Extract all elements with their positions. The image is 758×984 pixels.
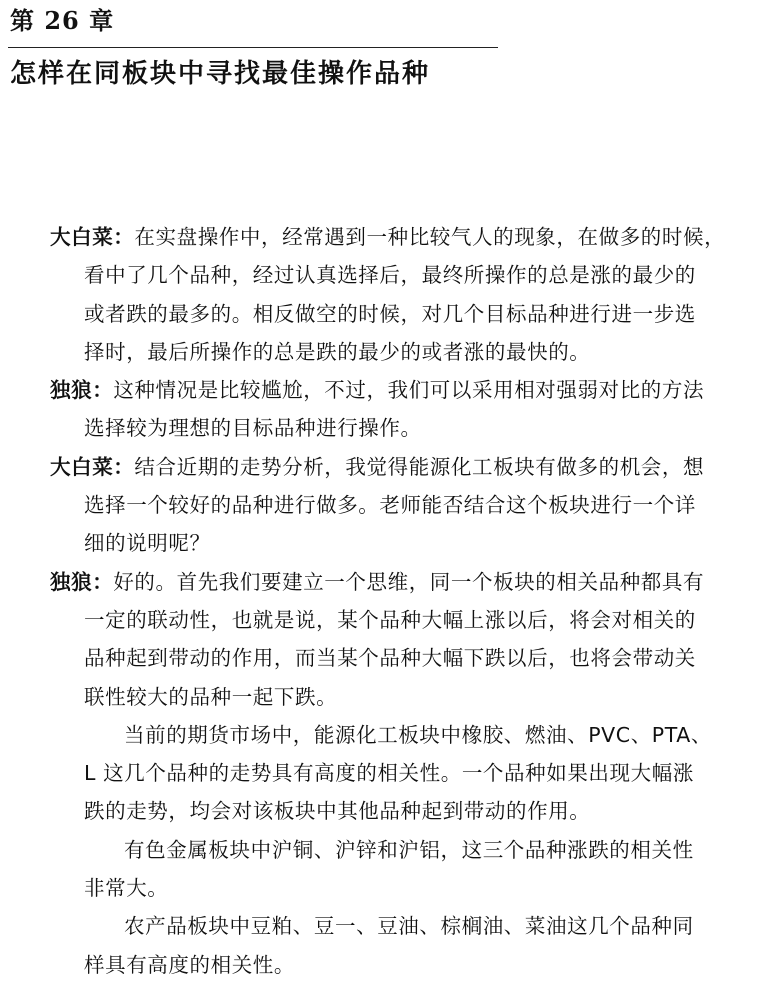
paragraph-line: L 这几个品种的走势具有高度的相关性。一个品种如果出现大幅涨 xyxy=(84,761,694,786)
paragraph-line: 有色金属板块中沪铜、沪锌和沪铝，这三个品种涨跌的相关性 xyxy=(124,837,694,862)
dialogue-line: 看中了几个品种，经过认真选择后，最终所操作的总是涨的最少的 xyxy=(84,263,696,288)
dialogue-text: 结合近期的走势分析，我觉得能源化工板块有做多的机会，想 xyxy=(134,454,705,479)
dialogue-text: 这种情况是比较尴尬，不过，我们可以采用相对强弱对比的方法 xyxy=(113,378,705,403)
paragraph-line: 当前的期货市场中，能源化工板块中橡胶、燃油、PVC、PTA、 xyxy=(124,722,713,747)
dialogue-line: 选择一个较好的品种进行做多。老师能否结合这个板块进行一个详 xyxy=(84,493,696,518)
dialogue-line: 选择较为理想的目标品种进行操作。 xyxy=(84,416,422,441)
speaker-label: 独狼： xyxy=(50,378,114,403)
paragraph-line: 样具有高度的相关性。 xyxy=(84,952,295,977)
speaker-label: 大白菜： xyxy=(50,454,135,479)
chapter-number: 第 26 章 xyxy=(10,6,115,35)
dialogue-line: 一定的联动性，也就是说，某个品种大幅上涨以后，将会对相关的 xyxy=(84,607,696,632)
body-text xyxy=(40,218,748,984)
speaker-label: 大白菜： xyxy=(50,225,135,249)
dialogue-text: 好的。首先我们要建立一个思维，同一个板块的相关品种都具有 xyxy=(113,569,705,594)
dialogue-text: 在实盘操作中，经常遇到一种比较气人的现象，在做多的时候， xyxy=(134,225,726,249)
paragraph-line: 非常大。 xyxy=(84,876,169,901)
dialogue-line xyxy=(40,371,748,409)
dialogue-line: 联性较大的品种一起下跌。 xyxy=(84,684,338,709)
dialogue-line: 品种起到带动的作用，而当某个品种大幅下跌以后，也将会带动关 xyxy=(84,646,696,671)
speaker-label: 独狼： xyxy=(50,569,114,594)
dialogue-line: 择时，最后所操作的总是跌的最少的或者涨的最快的。 xyxy=(84,339,591,364)
dialogue-line xyxy=(40,448,748,486)
paragraph-line: 农产品板块中豆粕、豆一、豆油、棕榈油、菜油这几个品种同 xyxy=(124,914,694,939)
dialogue-line: 细的说明呢？ xyxy=(84,531,211,556)
dialogue-line xyxy=(40,563,748,601)
paragraph-line: 跌的走势，均会对该板块中其他品种起到带动的作用。 xyxy=(84,799,591,824)
chapter-title: 怎样在同板块中寻找最佳操作品种 xyxy=(10,59,431,89)
chapter-divider xyxy=(8,47,498,48)
dialogue-line xyxy=(40,218,748,256)
dialogue-line: 或者跌的最多的。相反做空的时候，对几个目标品种进行进一步选 xyxy=(84,301,696,326)
